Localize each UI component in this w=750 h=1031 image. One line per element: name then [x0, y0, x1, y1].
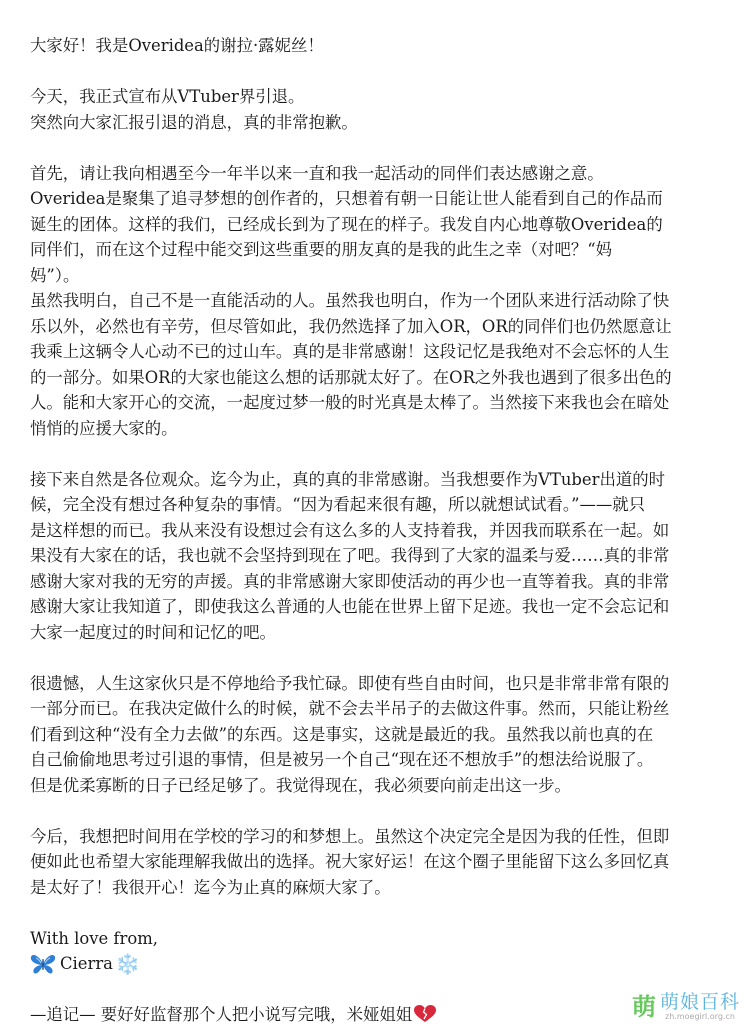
letter-body	[30, 33, 730, 1028]
text-line: 诞生的团体。这样的我们，已经成长到为了现在的样子。我发自内心地尊敬Overidea的	[30, 214, 663, 234]
text-line: 今后，我想把时间用在学校的学习的和梦想上。虽然这个决定完全是因为我的任性，但即	[30, 826, 670, 846]
paragraph-gap	[30, 441, 730, 467]
text-line: 但是优柔寡断的日子已经足够了。我觉得现在，我必须要向前走出这一步。	[30, 775, 571, 795]
text-line: 自己偷偷地思考过引退的事情，但是被另一个自己“现在还不想放手”的想法给说服了。	[30, 750, 654, 769]
paragraph-gap	[30, 798, 730, 824]
paragraph-gap	[30, 135, 730, 161]
paragraph-thanks-viewers	[30, 467, 730, 646]
closing-line: With love from,	[30, 928, 158, 948]
text-line: 人。能和大家开心的交流，一起度过梦一般的时光真是太棒了。当然接下来我也会在暗处	[30, 393, 670, 412]
text-line: 是太好了！我很开心！迄今为止真的麻烦大家了。	[30, 877, 391, 897]
greeting-line: 大家好！我是Overidea的谢拉·露妮丝！	[30, 36, 324, 55]
text-line: 虽然我明白，自己不是一直能活动的人。虽然我也明白，作为一个团队来进行活动除了快	[30, 291, 670, 310]
text-line: 们看到这种“没有全力去做”的东西。这是事实，这就是最近的我。虽然我以前也真的在	[30, 724, 654, 744]
postscript-text: —追记— 要好好监督那个人把小说写完哦，米娅姐姐	[30, 1005, 413, 1024]
text-line: 今天，我正式宣布从VTuber界引退。	[30, 87, 305, 106]
paragraph-gap	[30, 59, 730, 85]
paragraph-gap	[30, 977, 730, 1003]
moegirl-watermark	[632, 992, 740, 1021]
text-line: 妈”）。	[30, 265, 80, 285]
signature-line	[30, 951, 730, 977]
heart-icon	[414, 1005, 436, 1023]
text-line: 我乘上这辆令人心动不已的过山车。真的是非常感谢！这段记忆是我绝对不会忘怀的人生	[30, 342, 670, 361]
text-line: 感谢大家让我知道了，即使我这么普通的人也能在世界上留下足迹。我也一定不会忘记和	[30, 597, 670, 616]
text-line: 首先，请让我向相遇至今一年半以来一直和我一起活动的同伴们表达感谢之意。	[30, 163, 604, 183]
paragraph-reason	[30, 671, 730, 799]
text-line: 是这样想的而已。我从来没有设想过会有这么多的人支持着我，并因我而联系在一起。如	[30, 520, 670, 540]
text-line: 很遗憾，人生这家伙只是不停地给予我忙碌。即使有些自由时间，也只是非常非常有限的	[30, 673, 670, 693]
paragraph-future	[30, 824, 730, 901]
paragraph-gap	[30, 900, 730, 926]
text-line: 便如此也希望大家能理解我做出的选择。祝大家好运！在这个圈子里能留下这么多回忆真	[30, 852, 670, 871]
text-line: 悄悄的应援大家的。	[30, 418, 178, 438]
watermark-title: 萌娘百科	[659, 991, 740, 1013]
snowflake-icon: ❄️	[114, 951, 140, 976]
text-line: 候，完全没有想过各种复杂的事情。“因为看起来很有趣，所以就想试试看。”——就只	[30, 495, 646, 514]
signature-name: Cierra	[60, 954, 113, 973]
paragraph-thanks-members	[30, 161, 730, 442]
watermark-url: zh.moegirl.org.cn	[665, 1012, 735, 1021]
text-line: 突然向大家汇报引退的消息，真的非常抱歉。	[30, 112, 358, 132]
watermark-text	[660, 992, 740, 1021]
postscript-line	[30, 1002, 730, 1028]
text-line: 果没有大家在的话，我也就不会坚持到现在了吧。我得到了大家的温柔与爱……真的非常	[30, 546, 670, 565]
watermark-logo-icon: 萌	[631, 992, 656, 1021]
text-line: 感谢大家对我的无穷的声援。真的非常感谢大家即使活动的再少也一直等着我。真的非常	[30, 571, 670, 591]
text-line: Overidea是聚集了追寻梦想的创作者的，只想着有朝一日能让世人能看到自己的作品而	[30, 189, 663, 208]
text-line: 接下来自然是各位观众。迄今为止，真的真的非常感谢。当我想要作为VTuber出道的时	[30, 469, 666, 489]
text-line: 乐以外，必然也有辛劳，但尽管如此，我仍然选择了加入OR，OR的同伴们也仍然愿意让	[30, 316, 672, 336]
text-line: 的一部分。如果OR的大家也能这么想的话那就太好了。在OR之外我也遇到了很多出色的	[30, 367, 672, 387]
text-line: 大家一起度过的时间和记忆的吧。	[30, 622, 276, 642]
butterfly-icon	[30, 953, 56, 975]
paragraph-gap	[30, 645, 730, 671]
text-line: 一部分而已。在我决定做什么的时候，就不会去半吊子的去做这件事。然而，只能让粉丝	[30, 699, 670, 718]
paragraph-announcement	[30, 84, 730, 135]
text-line: 同伴们，而在这个过程中能交到这些重要的朋友真的是我的此生之幸（对吧？“妈	[30, 240, 613, 259]
